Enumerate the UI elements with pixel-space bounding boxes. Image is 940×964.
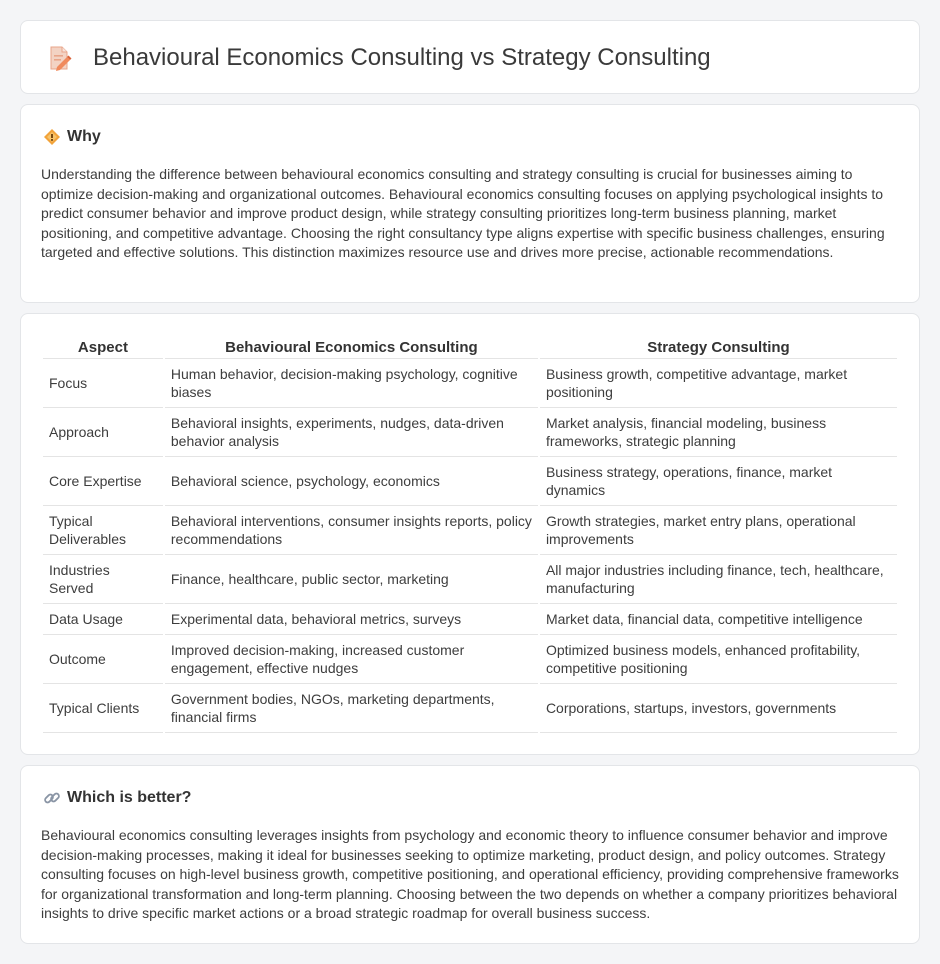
- which-is-better-card: [20, 765, 920, 944]
- why-card: [20, 104, 920, 303]
- row-strategy-value: All major industries including finance, tech, healthcare, manufacturing: [540, 555, 897, 604]
- row-behavioural-value: Experimental data, behavioral metrics, surveys: [165, 604, 538, 635]
- row-aspect: Focus: [43, 359, 163, 408]
- row-behavioural-value: Behavioral insights, experiments, nudges, data-driven behavior analysis: [165, 408, 538, 457]
- row-behavioural-value: Human behavior, decision-making psychology, cognitive biases: [165, 359, 538, 408]
- why-heading: Why: [67, 128, 101, 145]
- table-row: [43, 408, 897, 457]
- header-aspect: Aspect: [43, 333, 163, 359]
- table-row: [43, 506, 897, 555]
- header-strategy: Strategy Consulting: [540, 333, 897, 359]
- header-card: [20, 20, 920, 94]
- comparison-table: [41, 333, 899, 733]
- row-aspect: Typical Deliverables: [43, 506, 163, 555]
- table-row: [43, 359, 897, 408]
- better-text: Behavioural economics consulting leverages insights from psychology and economic theory to influence consumer behavior and improve decision-making processes, making it ideal for businesses seeking to optimize marketing, product design, and policy outcomes. Strategy consulting focuses on high-level business growth, competitive positioning, and operational efficiency, providing comprehensive frameworks for organizational transformation and long-term planning. Choosing between the two depends on whether a company prioritizes behavioral insights to drive specific market actions or a broad strategic roadmap for overall business success.: [41, 827, 899, 921]
- page-title: Behavioural Economics Consulting vs Strategy Consulting: [93, 44, 711, 71]
- table-header-row: [43, 333, 897, 359]
- row-aspect: Data Usage: [43, 604, 163, 635]
- table-row: [43, 555, 897, 604]
- diamond-sign-icon: [43, 128, 61, 146]
- table-row: [43, 457, 897, 506]
- link-icon: [43, 789, 61, 807]
- row-aspect: Industries Served: [43, 555, 163, 604]
- comparison-table-card: [20, 313, 920, 755]
- row-aspect: Core Expertise: [43, 457, 163, 506]
- document-pencil-icon: [45, 43, 75, 73]
- header-behavioural: Behavioural Economics Consulting: [165, 333, 538, 359]
- row-strategy-value: Market data, financial data, competitive intelligence: [540, 604, 897, 635]
- row-behavioural-value: Improved decision-making, increased customer engagement, effective nudges: [165, 635, 538, 684]
- row-behavioural-value: Finance, healthcare, public sector, marketing: [165, 555, 538, 604]
- row-behavioural-value: Government bodies, NGOs, marketing departments, financial firms: [165, 684, 538, 733]
- row-strategy-value: Growth strategies, market entry plans, operational improvements: [540, 506, 897, 555]
- row-strategy-value: Market analysis, financial modeling, business frameworks, strategic planning: [540, 408, 897, 457]
- table-row: [43, 604, 897, 635]
- why-heading-row: [43, 128, 101, 146]
- table-row: [43, 635, 897, 684]
- table-row: [43, 684, 897, 733]
- row-strategy-value: Optimized business models, enhanced profitability, competitive positioning: [540, 635, 897, 684]
- better-heading: Which is better?: [67, 789, 192, 806]
- row-aspect: Typical Clients: [43, 684, 163, 733]
- row-aspect: Outcome: [43, 635, 163, 684]
- row-behavioural-value: Behavioral interventions, consumer insights reports, policy recommendations: [165, 506, 538, 555]
- row-aspect: Approach: [43, 408, 163, 457]
- better-heading-row: [43, 789, 191, 807]
- row-strategy-value: Business strategy, operations, finance, market dynamics: [540, 457, 897, 506]
- title-row: [45, 43, 711, 73]
- row-behavioural-value: Behavioral science, psychology, economics: [165, 457, 538, 506]
- row-strategy-value: Corporations, startups, investors, governments: [540, 684, 897, 733]
- row-strategy-value: Business growth, competitive advantage, market positioning: [540, 359, 897, 408]
- why-text: Understanding the difference between behavioural economics consulting and strategy consulting is crucial for businesses aiming to optimize decision-making and organizational outcomes. Behavioural economics consulting focuses on applying psychological insights to predict consumer behavior and improve product design, while strategy consulting prioritizes long-term business planning, market positioning, and competitive advantage. Choosing the right consultancy type aligns expertise with specific business challenges, ensuring targeted and effective solutions. This distinction maximizes resource use and drives more precise, actionable recommendations.: [41, 166, 885, 260]
